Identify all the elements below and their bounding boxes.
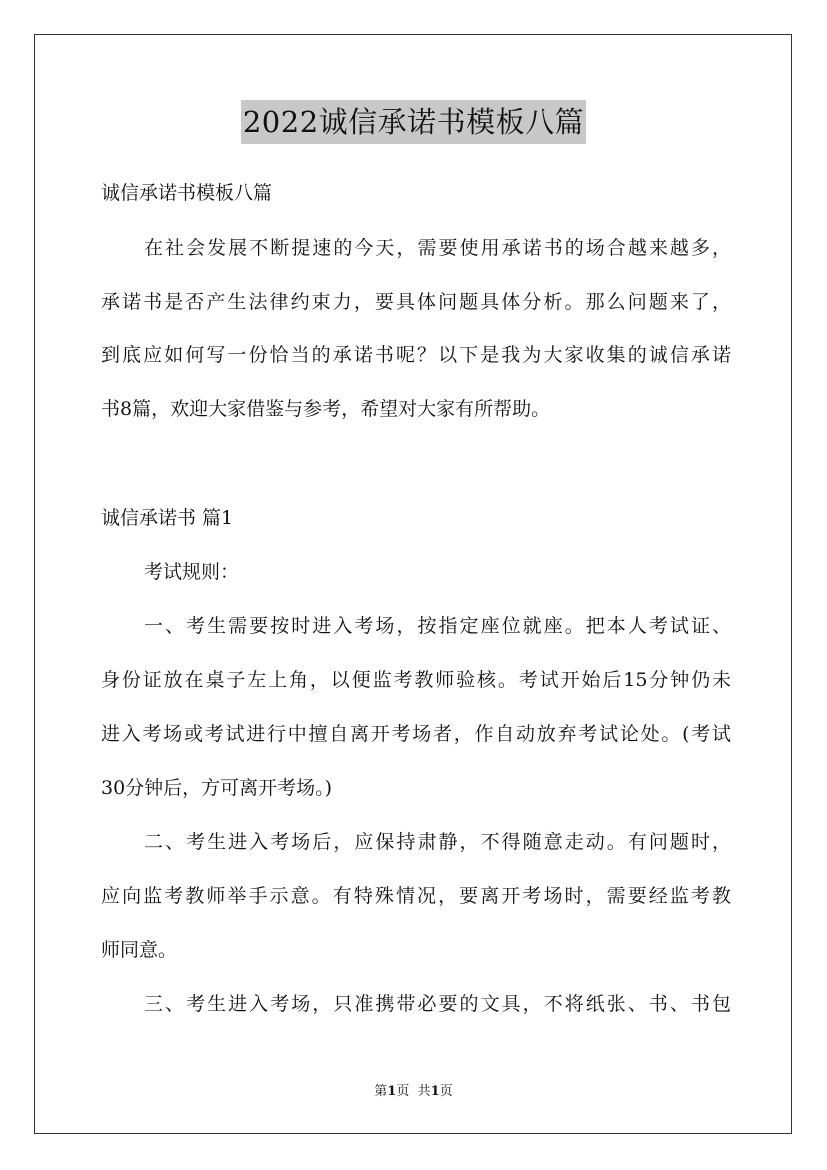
rule2-line-1: 二、考生进入考场后，应保持肃静，不得随意走动。有问题时， bbox=[144, 831, 731, 853]
document-title: 2022诚信承诺书模板八篇 bbox=[241, 100, 586, 144]
rule2-line-2: 应向监考教师举手示意。有特殊情况，要离开考场时，需要经监考教 bbox=[101, 885, 731, 907]
page-footer bbox=[0, 1084, 827, 1100]
footer-total-number: 1 bbox=[430, 1084, 440, 1099]
section-heading: 诚信承诺书 篇1 bbox=[101, 507, 234, 529]
footer-page-prefix: 第 bbox=[374, 1084, 388, 1099]
rule1-line-1: 一、考生需要按时进入考场，按指定座位就座。把本人考试证、 bbox=[144, 615, 731, 637]
intro-line-2: 承诺书是否产生法律约束力，要具体问题具体分析。那么问题来了， bbox=[101, 291, 731, 313]
rule2-line-3: 师同意。 bbox=[101, 939, 178, 961]
rule3-line-1: 三、考生进入考场，只准携带必要的文具，不将纸张、书、书包 bbox=[144, 993, 731, 1015]
title-wrap bbox=[0, 100, 827, 144]
document-subtitle: 诚信承诺书模板八篇 bbox=[101, 182, 273, 204]
rule1-line-4: 30分钟后，方可离开考场。) bbox=[101, 777, 333, 799]
intro-line-3: 到底应如何写一份恰当的承诺书呢？以下是我为大家收集的诚信承诺 bbox=[101, 344, 731, 366]
intro-line-4: 书8篇，欢迎大家借鉴与参考，希望对大家有所帮助。 bbox=[101, 398, 551, 420]
exam-rules-label: 考试规则： bbox=[144, 561, 240, 583]
footer-page-number: 1 bbox=[387, 1084, 397, 1099]
rule1-line-2: 身份证放在桌子左上角，以便监考教师验核。考试开始后15分钟仍未 bbox=[101, 669, 731, 691]
rule1-line-3: 进入考场或考试进行中擅自离开考场者，作自动放弃考试论处。(考试 bbox=[101, 723, 731, 745]
footer-total-suffix: 页 bbox=[439, 1084, 453, 1099]
footer-page-suffix: 页 bbox=[396, 1084, 410, 1099]
footer-total-prefix: 共 bbox=[417, 1084, 431, 1099]
intro-line-1: 在社会发展不断提速的今天，需要使用承诺书的场合越来越多， bbox=[144, 237, 731, 259]
